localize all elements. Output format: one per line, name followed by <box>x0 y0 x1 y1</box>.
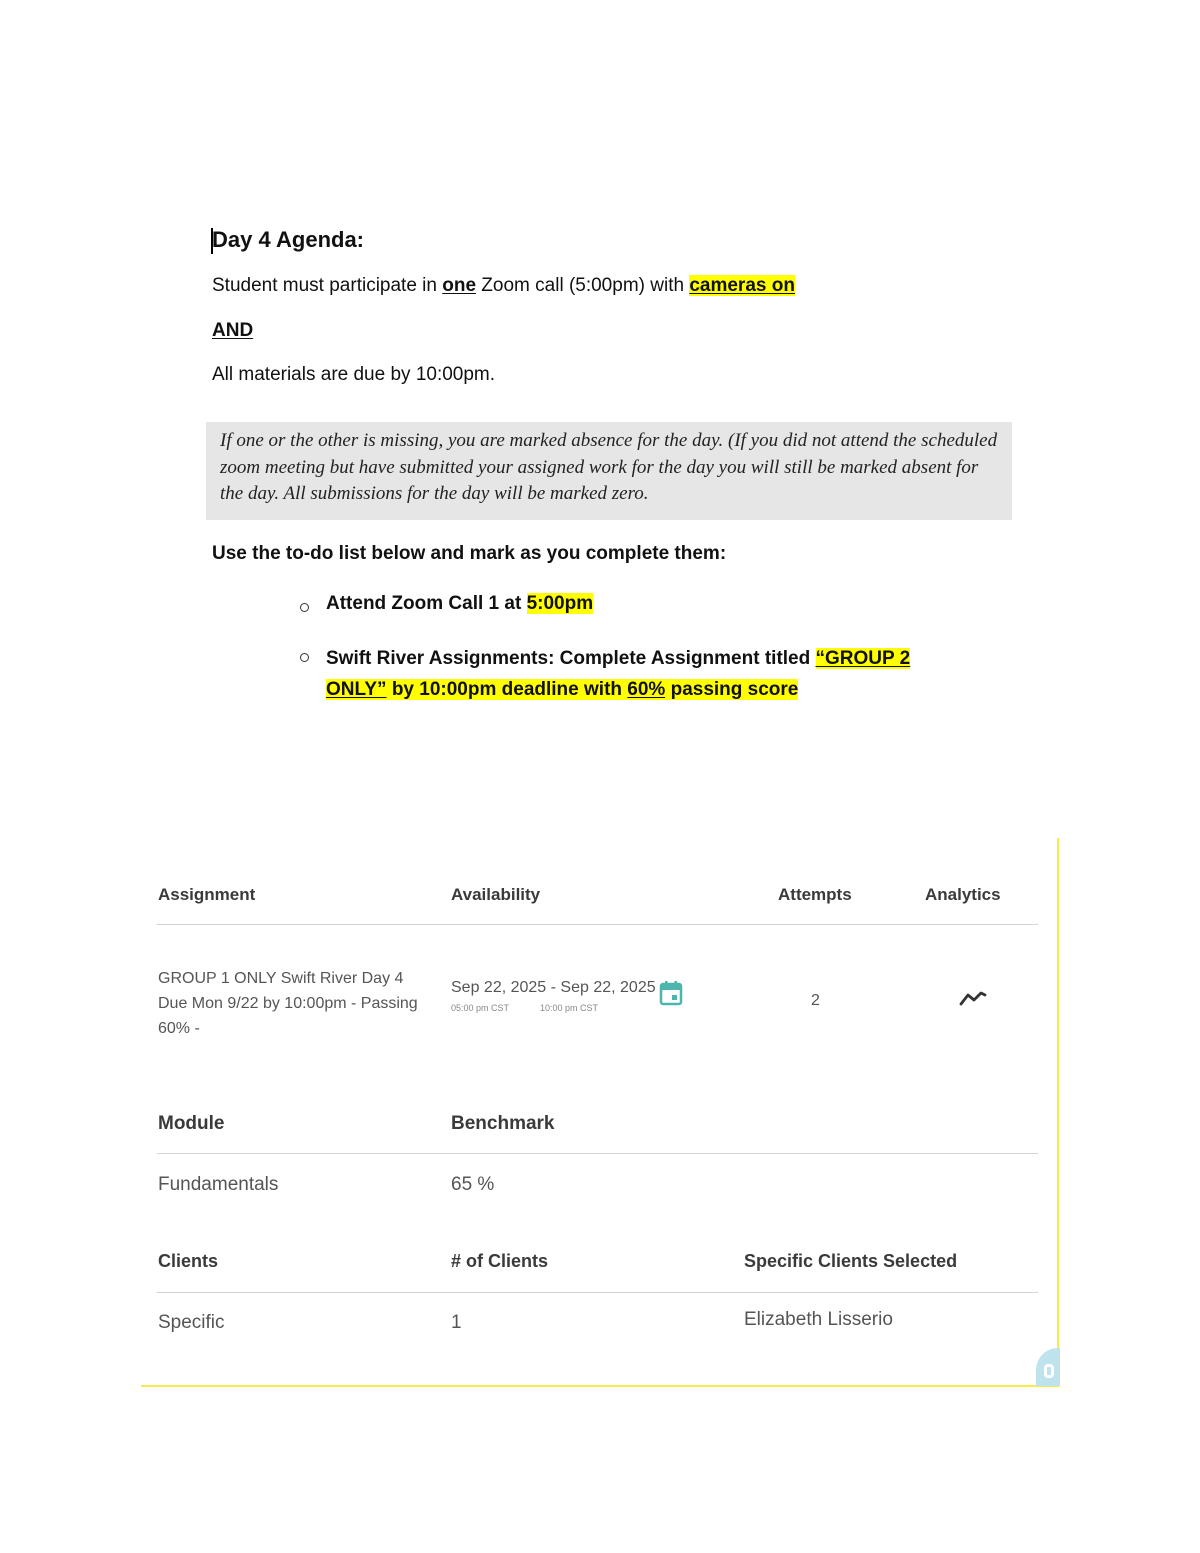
cameras-on-highlight: cameras on <box>689 275 795 296</box>
availability-start-time: 05:00 pm CST <box>451 1003 510 1013</box>
screenshot-border-bottom <box>141 1385 1059 1387</box>
assignment-name-link[interactable]: GROUP 1 ONLY Swift River Day 4 Due Mon 9/22 by 10:00pm - Passing 60% - <box>158 970 418 1037</box>
materials-due-line: All materials are due by 10:00pm. <box>212 364 496 385</box>
todo-checkbox[interactable] <box>300 653 309 662</box>
availability-range: Sep 22, 2025 - Sep 22, 2025 <box>451 979 656 996</box>
chat-bubble-icon <box>1044 1364 1054 1378</box>
attempts-count: 2 <box>811 992 820 1009</box>
zoom-requirement-emphasis: one <box>442 275 477 296</box>
todo-item-highlight: 5:00pm <box>526 593 594 614</box>
agenda-title: Day 4 Agenda: <box>212 227 365 252</box>
availability-end-time: 10:00 pm CST <box>540 1003 599 1013</box>
todo-item-suffix: passing score <box>665 679 799 700</box>
header-num-clients: # of Clients <box>451 1251 549 1271</box>
analytics-trend-icon[interactable] <box>958 989 988 1012</box>
header-availability: Availability <box>451 885 541 904</box>
header-benchmark: Benchmark <box>451 1113 555 1134</box>
zoom-requirement-mid: Zoom call (5:00pm) with <box>476 275 690 296</box>
module-value: Fundamentals <box>158 1174 279 1195</box>
absence-notice: If one or the other is missing, you are marked absence for the day. (If you did not attend the scheduled zoom meeting but have submitted your assigned work for the day you will still be marked absent for the day. All submissions for the day will be marked zero. <box>206 422 1012 520</box>
zoom-requirement-pre: Student must participate in <box>212 275 443 296</box>
todo-item <box>326 643 946 705</box>
header-module: Module <box>158 1113 225 1134</box>
todo-checkbox[interactable] <box>300 603 309 612</box>
benchmark-value: 65 % <box>451 1174 495 1195</box>
todo-item <box>326 593 593 615</box>
specific-client-name: Elizabeth Lisserio <box>744 1309 893 1330</box>
num-clients-value: 1 <box>451 1312 462 1333</box>
table-divider <box>157 924 1038 925</box>
header-clients: Clients <box>158 1251 219 1271</box>
header-specific-clients: Specific Clients Selected <box>744 1251 958 1271</box>
and-label: AND <box>212 320 254 341</box>
calendar-icon[interactable] <box>659 980 683 1011</box>
todo-heading: Use the to-do list below and mark as you complete them: <box>212 543 727 564</box>
table-divider <box>157 1153 1038 1154</box>
todo-item-quote: “GROUP 2 ONLY” <box>326 648 911 700</box>
screenshot-border-right <box>1057 838 1059 1386</box>
clients-value: Specific <box>158 1312 225 1333</box>
header-assignment: Assignment <box>158 885 256 904</box>
todo-item-text: Attend Zoom Call 1 at <box>326 593 527 614</box>
header-analytics: Analytics <box>925 885 1001 904</box>
zoom-requirement-line <box>212 275 795 297</box>
todo-item-deadline: by 10:00pm deadline with <box>386 679 628 700</box>
todo-item-text: Swift River Assignments: Complete Assignment titled <box>326 648 816 669</box>
chat-widget-icon[interactable] <box>1036 1348 1060 1386</box>
header-attempts: Attempts <box>778 885 852 904</box>
todo-item-percent: 60% <box>627 679 666 700</box>
table-divider <box>157 1292 1038 1293</box>
